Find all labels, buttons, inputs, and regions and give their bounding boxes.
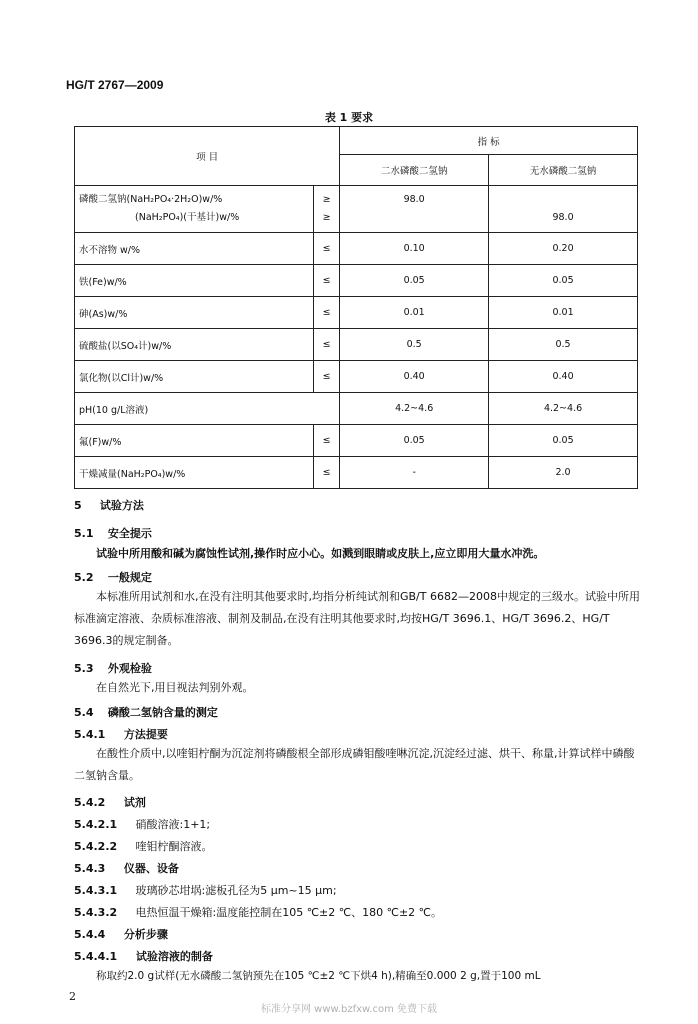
v1-cell: 0.40 (340, 361, 489, 393)
section-number: 5.1 (74, 527, 94, 540)
item-line-1: 磷酸二氢钠(NaH₂PO₄·2H₂O)w/% (79, 194, 223, 205)
header-dihydrate: 二水磷酸二氢钠 (340, 155, 489, 186)
section-5-4-4-heading (74, 926, 168, 942)
table-row (75, 361, 638, 393)
cmp-line-2: ≥ (322, 212, 331, 223)
section-number: 5.4.3.1 (74, 884, 118, 897)
section-5-4-1-text: 在酸性介质中,以喹钼柠酮为沉淀剂将磷酸根全部形成磷钼酸喹啉沉淀,沉淀经过滤、烘干、称量,计算试样中磷酸二氢钠含量。 (74, 747, 635, 782)
section-number: 5.3 (74, 662, 94, 675)
item-cell: 砷(As)w/% (75, 297, 314, 329)
table-row (75, 265, 638, 297)
cmp-cell: ≤ (313, 361, 339, 393)
section-title: 一般规定 (107, 571, 152, 584)
section-number: 5.4 (74, 706, 94, 719)
cmp-line-1: ≥ (322, 194, 331, 205)
watermark-text: 标准分享网 www.bzfxw.com 免费下载 (261, 1004, 437, 1015)
v1-cell: 0.10 (340, 233, 489, 265)
section-text: 喹钼柠酮溶液。 (135, 840, 213, 853)
section-number: 5.2 (74, 571, 94, 584)
table-row (75, 393, 638, 425)
v2-cell: 0.01 (489, 297, 638, 329)
table-title: 表 1 要求 (324, 111, 374, 124)
item-cell: 铁(Fe)w/% (75, 265, 314, 297)
section-5-4-4-1-heading (74, 948, 213, 964)
v2-cell (489, 186, 638, 233)
table-row (75, 329, 638, 361)
v2-cell: 0.20 (489, 233, 638, 265)
section-title: 方法提要 (123, 728, 168, 741)
v1-cell: 4.2~4.6 (340, 393, 489, 425)
section-5-4-heading (74, 704, 218, 720)
section-text: 玻璃砂芯坩埚:滤板孔径为5 μm~15 μm; (135, 884, 337, 897)
v2-cell: 0.05 (489, 425, 638, 457)
section-title: 仪器、设备 (123, 862, 179, 875)
v1-cell: 0.5 (340, 329, 489, 361)
header-anhydrous: 无水磷酸二氢钠 (489, 155, 638, 186)
table-row (75, 297, 638, 329)
section-title: 试剂 (123, 796, 146, 809)
section-number: 5.4.4 (74, 928, 106, 941)
item-cell: 干燥减量(NaH₂PO₄)w/% (75, 457, 314, 489)
cmp-cell: ≤ (313, 233, 339, 265)
section-number: 5.4.4.1 (74, 950, 118, 963)
section-5-2-text: 本标准所用试剂和水,在没有注明其他要求时,均指分析纯试剂和GB/T 6682—2008中规定的三级水。试验中所用标准滴定溶液、杂质标准溶液、制剂及制品,在没有注明其他要求时,均按HG/T 3696.1、HG/T 3696.2、HG/T 3696.3的规定制备。 (74, 590, 640, 647)
v2-cell: 0.5 (489, 329, 638, 361)
section-number: 5.4.3 (74, 862, 106, 875)
cmp-cell: ≤ (313, 329, 339, 361)
section-title: 分析步骤 (123, 928, 168, 941)
section-5-4-4-1-text: 称取约2.0 g试样(无水磷酸二氢钠预先在105 ℃±2 ℃下烘4 h),精确至0.000 2 g,置于100 mL (96, 970, 541, 982)
cmp-cell (313, 186, 339, 233)
table-row (75, 425, 638, 457)
section-5-4-2-2 (74, 838, 213, 854)
cmp-cell: ≤ (313, 425, 339, 457)
v2-cell: 2.0 (489, 457, 638, 489)
table-row (75, 457, 638, 489)
v1-cell: 0.05 (340, 265, 489, 297)
header-item: 项 目 (75, 127, 340, 186)
section-text: 硝酸溶液:1+1; (135, 818, 211, 831)
standard-code: HG/T 2767—2009 (66, 78, 164, 92)
section-number: 5 (74, 499, 82, 512)
v2-cell: 0.40 (489, 361, 638, 393)
header-indicator: 指 标 (340, 127, 638, 155)
section-5-heading (74, 497, 144, 513)
section-number: 5.4.2.2 (74, 840, 118, 853)
v2-line-2: 98.0 (552, 212, 574, 223)
section-title: 试验溶液的制备 (135, 950, 213, 963)
section-text: 电热恒温干燥箱:温度能控制在105 ℃±2 ℃、180 ℃±2 ℃。 (135, 906, 443, 919)
item-cell: 硫酸盐(以SO₄计)w/% (75, 329, 314, 361)
v2-cell: 4.2~4.6 (489, 393, 638, 425)
section-number: 5.4.2 (74, 796, 106, 809)
section-number: 5.4.3.2 (74, 906, 118, 919)
section-5-2-heading (74, 569, 152, 585)
section-5-4-3-1 (74, 882, 337, 898)
item-cell: 氯化物(以Cl计)w/% (75, 361, 314, 393)
item-line-2: (NaH₂PO₄)(干基计)w/% (135, 212, 240, 223)
table-row (75, 186, 638, 233)
section-5-1-text: 试验中所用酸和碱为腐蚀性试剂,操作时应小心。如溅到眼睛或皮肤上,应立即用大量水冲洗。 (96, 547, 545, 560)
section-number: 5.4.2.1 (74, 818, 118, 831)
section-title: 磷酸二氢钠含量的测定 (107, 706, 218, 719)
section-title: 试验方法 (99, 499, 144, 512)
section-5-3-text: 在自然光下,用目视法判别外观。 (96, 681, 254, 694)
item-cell (75, 186, 314, 233)
v1-cell (340, 186, 489, 233)
cmp-cell: ≤ (313, 457, 339, 489)
section-5-4-2-1 (74, 816, 210, 832)
section-5-4-3-2 (74, 904, 442, 920)
v1-cell: 0.01 (340, 297, 489, 329)
section-title: 安全提示 (107, 527, 152, 540)
section-5-4-1-heading (74, 726, 168, 742)
section-5-4-2-heading (74, 794, 146, 810)
section-5-3-heading (74, 660, 152, 676)
item-cell: 水不溶物 w/% (75, 233, 314, 265)
v1-cell: 0.05 (340, 425, 489, 457)
section-5-1-heading (74, 525, 152, 541)
requirements-table (74, 126, 638, 489)
cmp-cell: ≤ (313, 297, 339, 329)
page-number: 2 (69, 990, 76, 1003)
v1-cell: - (340, 457, 489, 489)
v1-line-1: 98.0 (403, 194, 425, 205)
section-number: 5.4.1 (74, 728, 106, 741)
cmp-cell: ≤ (313, 265, 339, 297)
section-title: 外观检验 (107, 662, 152, 675)
item-cell: pH(10 g/L溶液) (75, 393, 340, 425)
v2-cell: 0.05 (489, 265, 638, 297)
item-cell: 氟(F)w/% (75, 425, 314, 457)
section-5-4-3-heading (74, 860, 179, 876)
table-row (75, 233, 638, 265)
table-header-row (75, 127, 638, 155)
